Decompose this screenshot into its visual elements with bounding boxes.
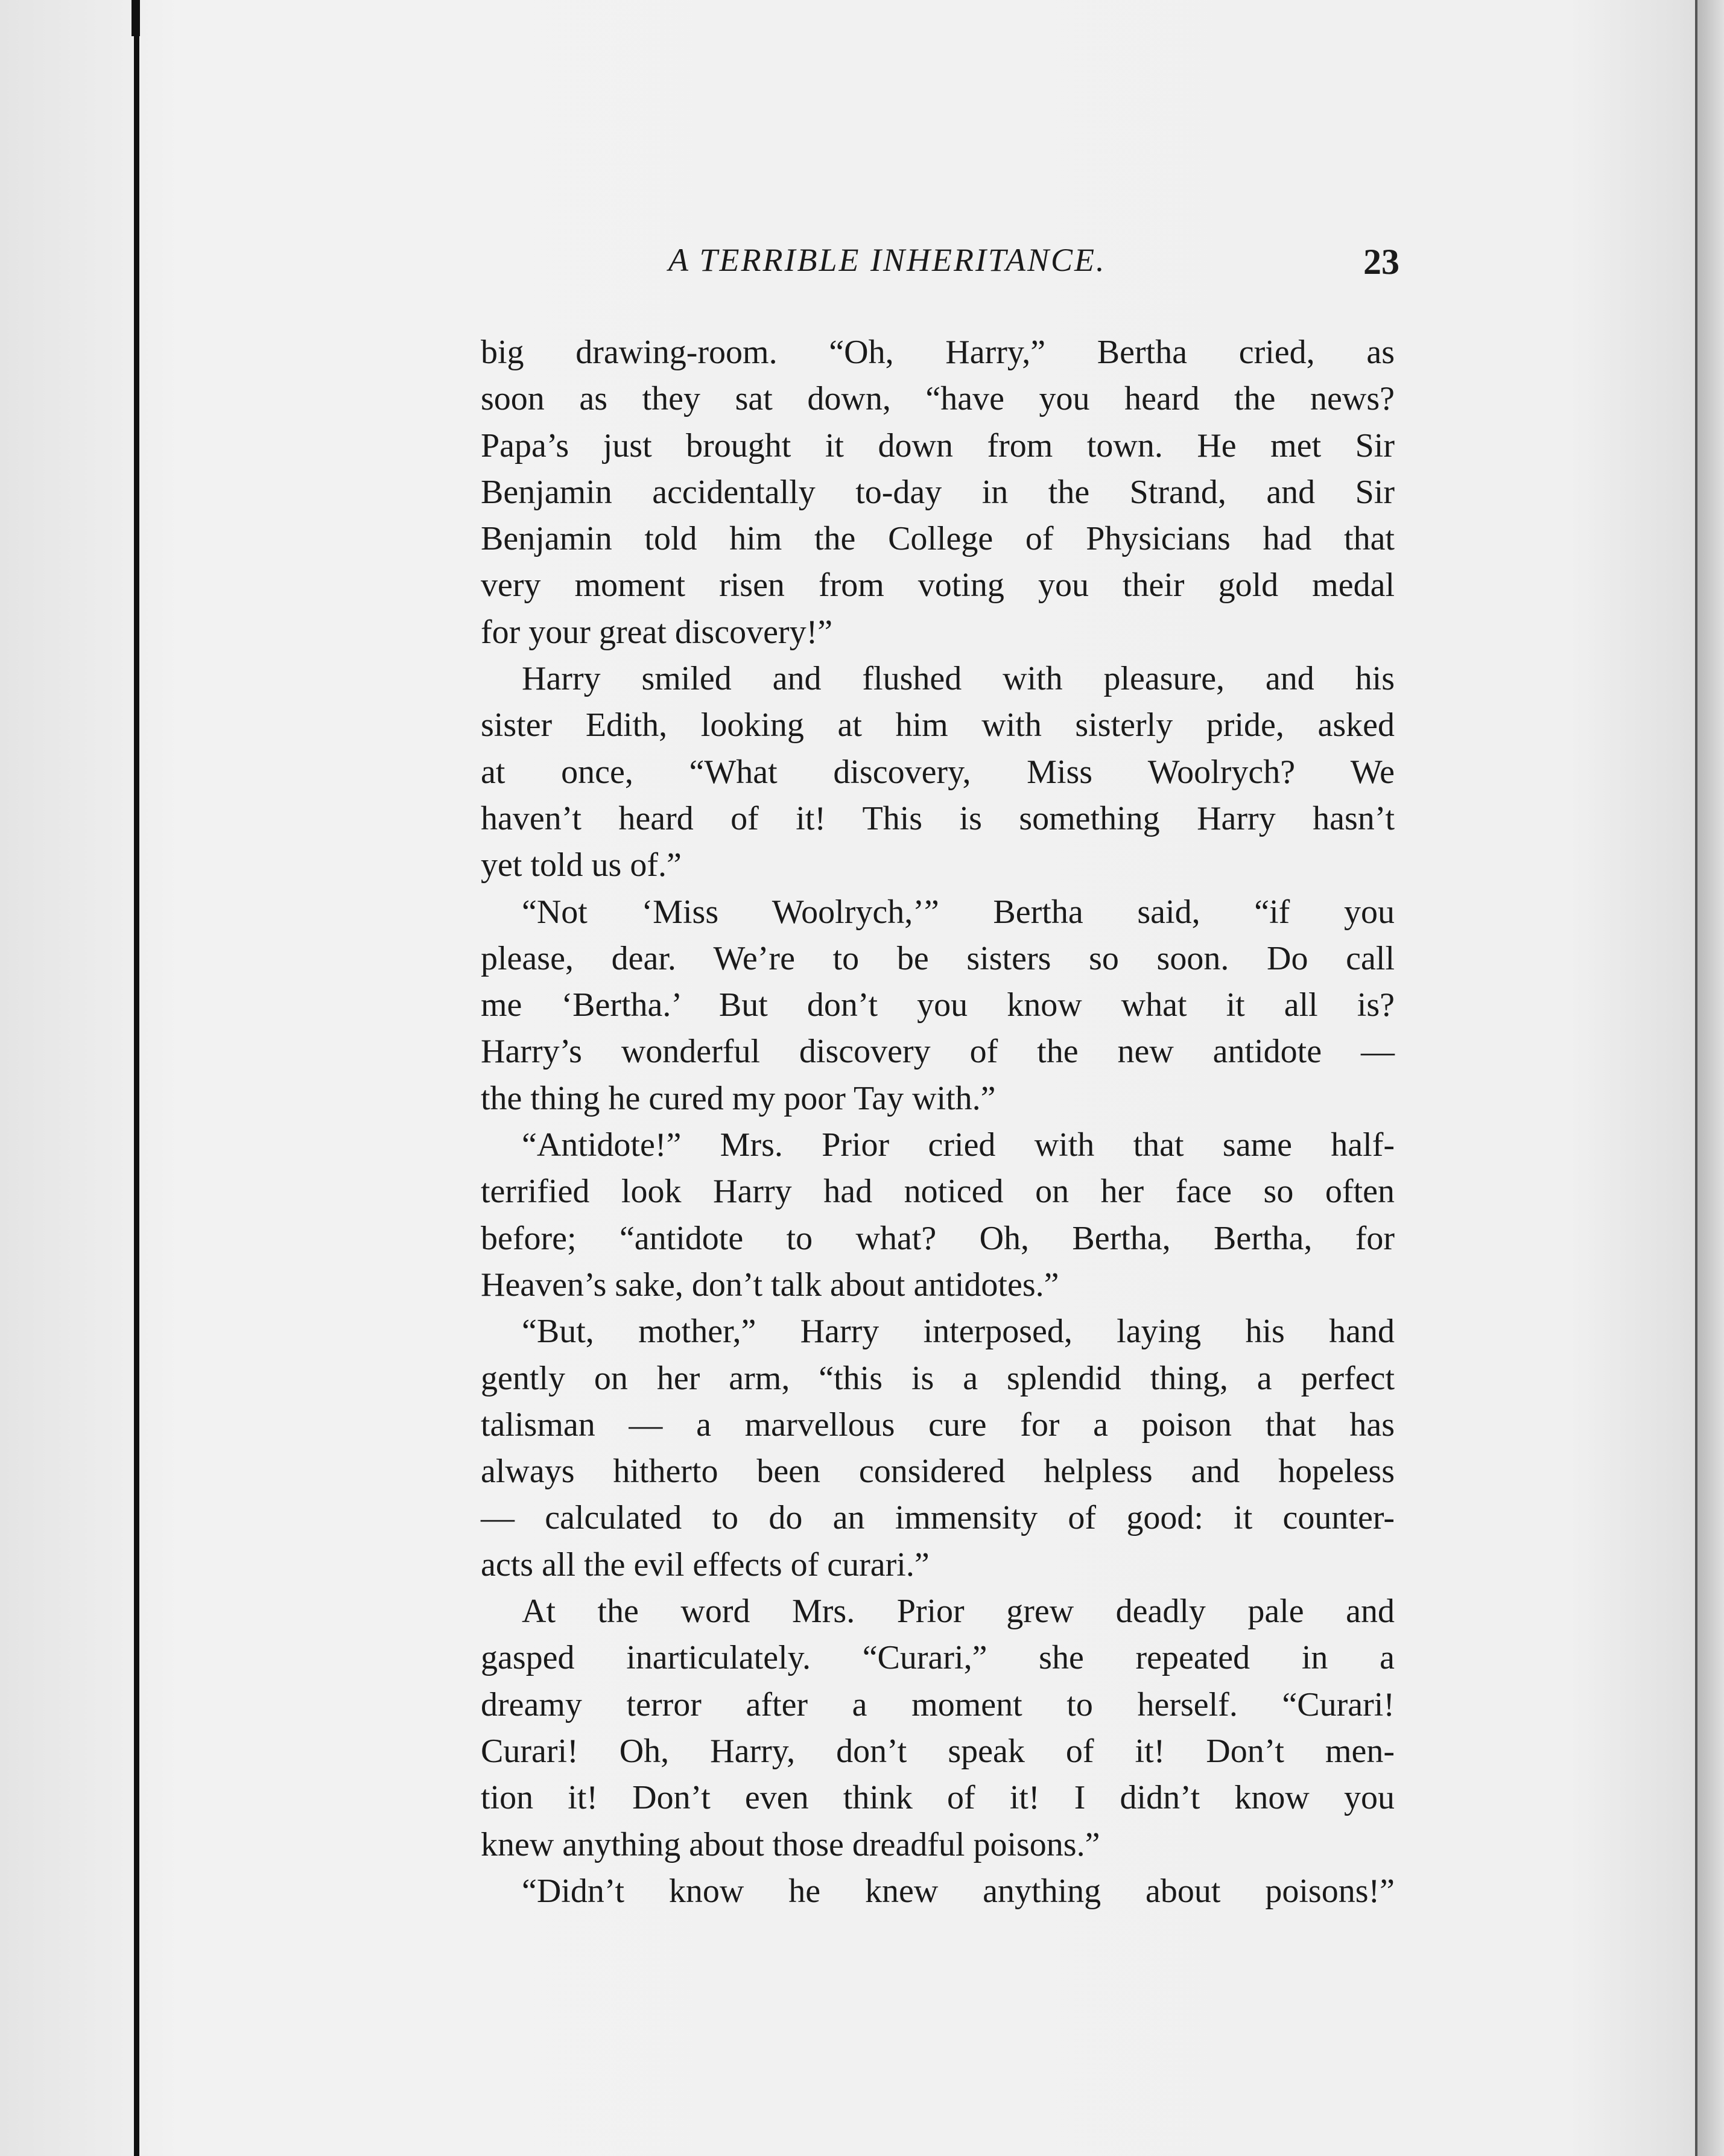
text-line: at once, “What discovery, Miss Woolrych? We [481, 753, 1395, 791]
text-line: Curari! Oh, Harry, don’t speak of it! Don’t men- [481, 1732, 1395, 1770]
text-line: haven’t heard of it! This is something Harry hasn’t [481, 799, 1395, 837]
text-line: dreamy terror after a moment to herself. “Curari! [481, 1685, 1395, 1723]
text-line: sister Edith, looking at him with sisterly pride, asked [481, 706, 1395, 744]
text-line: tion it! Don’t even think of it! I didn’t know you [481, 1779, 1395, 1817]
text-line: “But, mother,” Harry interposed, laying his hand [522, 1313, 1395, 1351]
text-line: always hitherto been considered helpless and hopeless [481, 1453, 1395, 1491]
page-edge-shadow [1697, 0, 1724, 2156]
text-line: Harry smiled and flushed with pleasure, and his [522, 660, 1395, 698]
text-line: very moment risen from voting you their gold medal [481, 566, 1395, 604]
binding-edge-top [132, 0, 140, 36]
text-line: talisman — a marvellous cure for a poison that has [481, 1406, 1395, 1444]
text-line: yet told us of.” [481, 846, 682, 884]
text-line: At the word Mrs. Prior grew deadly pale and [522, 1593, 1395, 1631]
page-number: 23 [1363, 242, 1399, 282]
text-line: gasped inarticulately. “Curari,” she repeated in a [481, 1639, 1395, 1677]
text-line: “Not ‘Miss Woolrych,’” Bertha said, “if you [522, 893, 1395, 931]
text-line: “Didn’t know he knew anything about poisons!” [522, 1872, 1395, 1910]
text-line: soon as they sat down, “have you heard the news? [481, 380, 1395, 418]
text-line: Harry’s wonderful discovery of the new antidote — [481, 1033, 1395, 1071]
running-head [483, 241, 1399, 290]
text-line: Heaven’s sake, don’t talk about antidotes.” [481, 1266, 1059, 1304]
text-line: big drawing-room. “Oh, Harry,” Bertha cried, as [481, 334, 1395, 371]
text-line: gently on her arm, “this is a splendid thing, a perfect [481, 1359, 1395, 1397]
body-text [481, 329, 1395, 1915]
text-line: terrified look Harry had noticed on her face so often [481, 1173, 1395, 1211]
text-line: acts all the evil effects of curari.” [481, 1546, 930, 1584]
binding-edge [134, 0, 139, 2156]
text-line: — calculated to do an immensity of good: it counter- [481, 1499, 1395, 1537]
text-line: Benjamin accidentally to-day in the Strand, and Sir [481, 473, 1395, 511]
text-line: the thing he cured my poor Tay with.” [481, 1079, 996, 1117]
text-line: before; “antidote to what? Oh, Bertha, Bertha, for [481, 1219, 1395, 1257]
text-line: please, dear. We’re to be sisters so soon. Do call [481, 939, 1395, 977]
text-line: Papa’s just brought it down from town. He met Sir [481, 426, 1395, 464]
text-line: “Antidote!” Mrs. Prior cried with that same half- [522, 1126, 1395, 1164]
text-line: knew anything about those dreadful poisons.” [481, 1825, 1100, 1863]
text-line: Benjamin told him the College of Physicians had that [481, 520, 1395, 558]
text-line: for your great discovery!” [481, 613, 833, 651]
running-title: A TERRIBLE INHERITANCE. [668, 242, 1106, 278]
text-line: me ‘Bertha.’ But don’t you know what it all is? [481, 986, 1395, 1024]
